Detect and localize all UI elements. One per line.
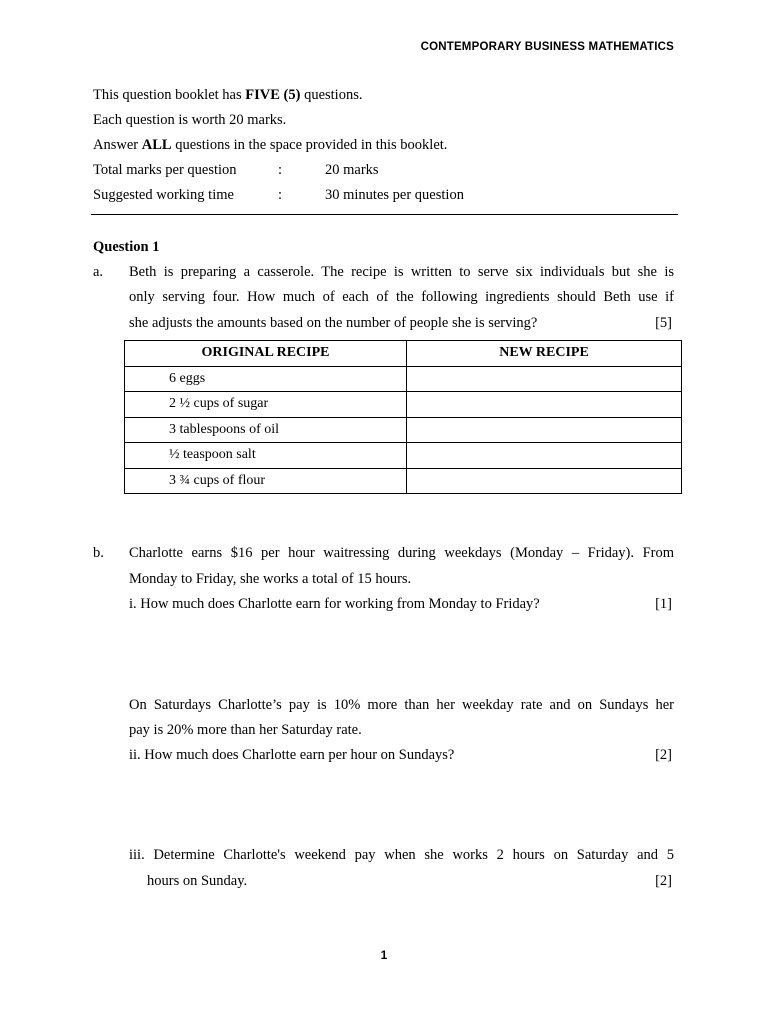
instruction-text: questions in the space provided in this booklet. bbox=[171, 137, 448, 153]
total-marks-separator: : bbox=[278, 162, 283, 178]
table-row bbox=[125, 366, 682, 392]
question-title: Question 1 bbox=[93, 239, 160, 255]
part-a-marks: [5] bbox=[655, 315, 672, 331]
working-time-separator: : bbox=[278, 187, 283, 203]
instruction-text: This question booklet has bbox=[93, 87, 246, 103]
part-a-line-2: only serving four. How much of each of the following ingredients should Beth use if bbox=[129, 289, 674, 305]
new-ingredient-cell[interactable] bbox=[407, 392, 682, 418]
question-ii-marks: [2] bbox=[655, 747, 672, 763]
document-header: CONTEMPORARY BUSINESS MATHEMATICS bbox=[420, 41, 674, 53]
table-row bbox=[125, 443, 682, 469]
working-time-value: 30 minutes per question bbox=[325, 187, 464, 203]
table-header-row bbox=[125, 341, 682, 367]
column-header-new: NEW RECIPE bbox=[407, 341, 682, 367]
part-a-line-1: Beth is preparing a casserole. The recipe is written to serve six individuals but she is bbox=[129, 264, 674, 280]
instruction-text: questions. bbox=[300, 87, 363, 103]
question-iii-line-1: iii. Determine Charlotte's weekend pay when she works 2 hours on Saturday and 5 bbox=[129, 847, 674, 863]
part-b-line-1: Charlotte earns $16 per hour waitressing during weekdays (Monday – Friday). From bbox=[129, 545, 674, 561]
new-ingredient-cell[interactable] bbox=[407, 443, 682, 469]
original-ingredient: 6 eggs bbox=[125, 366, 407, 392]
new-ingredient-cell[interactable] bbox=[407, 366, 682, 392]
total-marks-value: 20 marks bbox=[325, 162, 379, 178]
instruction-emphasis: ALL bbox=[141, 137, 172, 153]
instruction-text: Answer bbox=[93, 137, 142, 153]
new-ingredient-cell[interactable] bbox=[407, 468, 682, 494]
new-ingredient-cell[interactable] bbox=[407, 417, 682, 443]
table-row bbox=[125, 468, 682, 494]
weekend-rate-line-1: On Saturdays Charlotte’s pay is 10% more than her weekday rate and on Sundays her bbox=[129, 697, 674, 713]
weekend-rate-line-2: pay is 20% more than her Saturday rate. bbox=[129, 722, 362, 738]
working-time-label: Suggested working time bbox=[93, 187, 234, 203]
instruction-line-1 bbox=[93, 87, 362, 104]
original-ingredient: 3 ¾ cups of flour bbox=[125, 468, 407, 494]
table-row bbox=[125, 417, 682, 443]
recipe-table bbox=[124, 340, 682, 494]
question-i: i. How much does Charlotte earn for working from Monday to Friday? bbox=[129, 596, 540, 612]
column-header-original: ORIGINAL RECIPE bbox=[125, 341, 407, 367]
original-ingredient: ½ teaspoon salt bbox=[125, 443, 407, 469]
question-i-marks: [1] bbox=[655, 596, 672, 612]
divider bbox=[91, 214, 678, 215]
part-a-line-3: she adjusts the amounts based on the number of people she is serving? bbox=[129, 315, 538, 331]
question-iii-line-2: hours on Sunday. bbox=[147, 873, 248, 889]
part-b-label: b. bbox=[93, 545, 104, 561]
part-a-label: a. bbox=[93, 264, 104, 280]
instruction-line-3 bbox=[93, 137, 447, 154]
page-number: 1 bbox=[380, 948, 388, 962]
instruction-line-2: Each question is worth 20 marks. bbox=[93, 112, 287, 128]
question-iii-marks: [2] bbox=[655, 873, 672, 889]
total-marks-label: Total marks per question bbox=[93, 162, 237, 178]
part-b-line-2: Monday to Friday, she works a total of 15 hours. bbox=[129, 571, 412, 587]
original-ingredient: 3 tablespoons of oil bbox=[125, 417, 407, 443]
instruction-emphasis: FIVE (5) bbox=[245, 87, 301, 103]
question-ii: ii. How much does Charlotte earn per hour on Sundays? bbox=[129, 747, 455, 763]
original-ingredient: 2 ½ cups of sugar bbox=[125, 392, 407, 418]
table-row bbox=[125, 392, 682, 418]
